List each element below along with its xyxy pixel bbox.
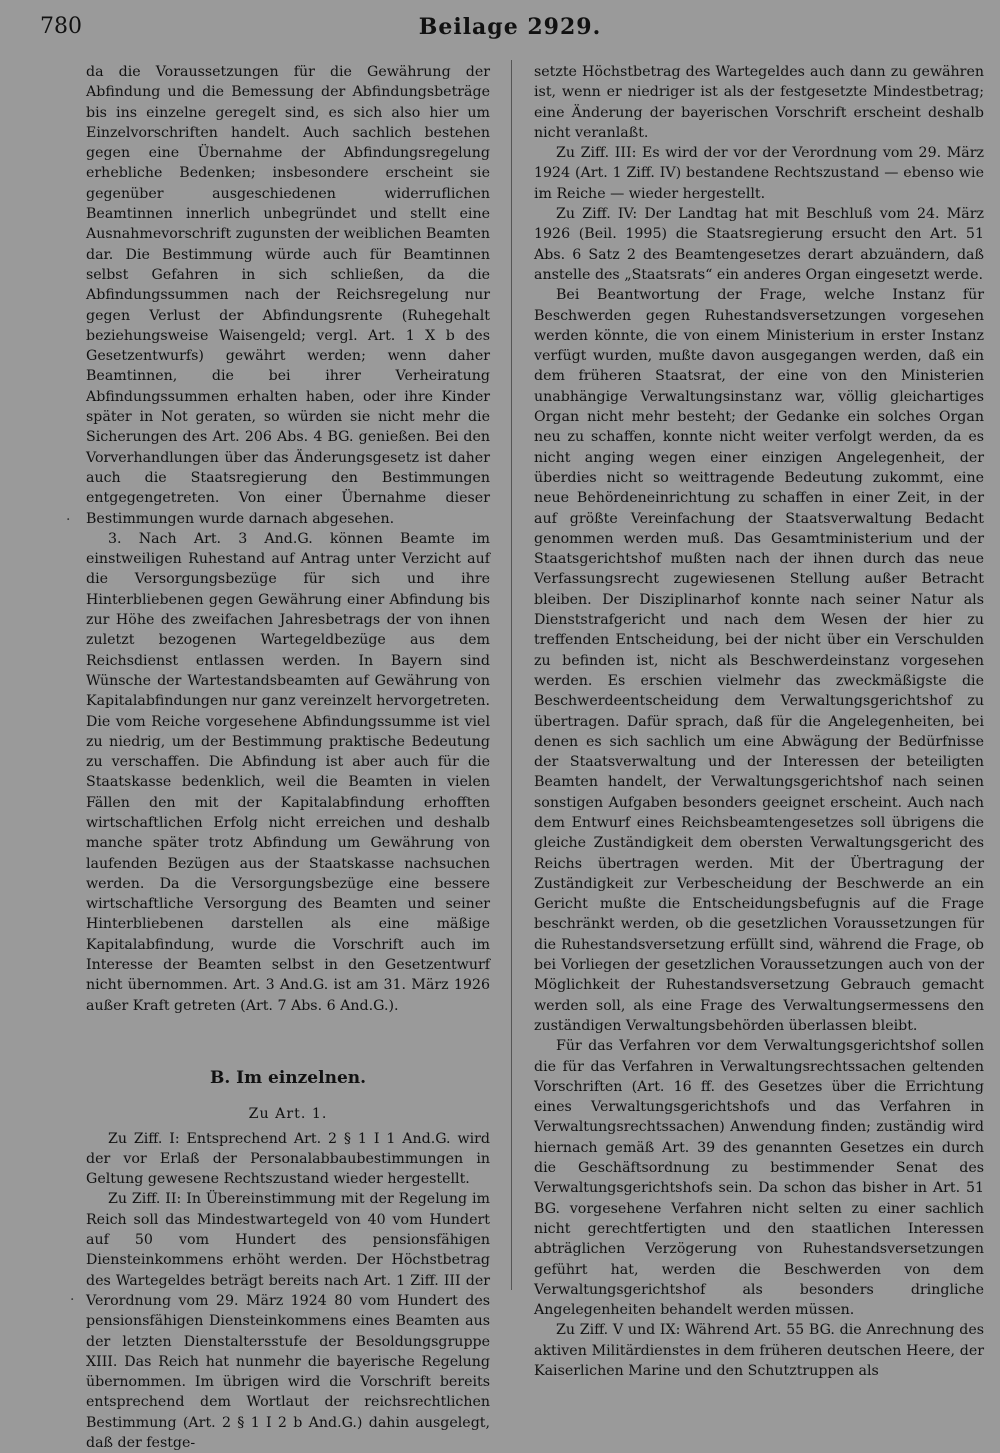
paragraph: da die Voraussetzungen für die Gewährung der Abfindung und die Bemessung der Abfindungsbeträge bis ins einzelne geregelt sind, es sich also hier um Einzelvorschriften handelt. Auch sachlich bestehen gegen eine Übernahme der Abfindungsregelung erhebliche Bedenken; insbesondere erscheint sie gegenüber ausgeschiedenen widerruflichen Beamtinnen innerlich unbegründet und stellt eine Ausnahmevorschrift zugunsten der weiblichen Beamten dar. Die Bestimmung würde auch für Beamtinnen selbst Gefahren in sich schließen, da die Abfindungssummen nach der Reichsregelung nur gegen Verlust der Abfindungsrente (Ruhegehalt beziehungsweise Waisengeld; vergl. Art. 1 X b des Gesetzentwurfs) gewährt werden; wenn daher Beamtinnen, die bei ihrer Verheiratung Abfindungssummen erhalten haben, oder ihre Kinder später in Not geraten, so würden sie nicht mehr die Sicherungen des Art. 206 Abs. 4 BG. genießen. Bei den Vorverhandlungen über das Änderungsgesetz ist daher auch die Staatsregierung den Bestimmungen entgegengetreten. Von einer Übernahme dieser Bestimmungen wurde darnach abgesehen. [86,64,490,527]
section-heading: B. Im einzelnen. [209,1067,367,1088]
paragraph: Zu Ziff. V und IX: Während Art. 55 BG. die Anrechnung des aktiven Militärdienstes in dem früheren deutschen Heere, der Kaiserlichen Marine und den Schutztruppen als [534,1322,984,1379]
margin-mark: · [70,1292,75,1308]
margin-mark: · [66,512,71,528]
paragraph: Zu Ziff. II: In Übereinstimmung mit der Regelung im Reich soll das Mindestwartegeld von 40 vom Hundert auf 50 vom Hundert des pensionsfähigen Diensteinkommens erhöht werden. Der Höchstbetrag des Wartegeldes beträgt bereits nach Art. 1 Ziff. III der Verordnung vom 29. März 1924 80 vom Hundert des pensionsfähigen Diensteinkommens eines Beamten aus der letzten Dienstaltersstufe der Besoldungsgruppe XIII. Das Reich hat nunmehr die bayerische Regelung übernommen. Im übrigen wird die Vorschrift bereits entsprechend dem Wortlaut der reichsrechtlichen Bestimmung (Art. 2 § 1 I 2 b And.G.) dahin ausgelegt, daß der festge- [86,1191,490,1451]
paragraph: Für das Verfahren vor dem Verwaltungsgerichtshof sollen die für das Verfahren in Verwaltungsrechtssachen geltenden Vorschriften (Art. 16 ff. des Gesetzes über die Errichtung eines Verwaltungsgerichtshofs und das Verfahren in Verwaltungsrechtssachen) Anwendung finden; zuständig wird hiernach gemäß Art. 39 des genannten Gesetzes ein durch die Geschäftsordnung zu bestimmender Senat des Verwaltungsgerichtshofs sein. Da schon das bisher in Art. 51 BG. vorgesehene Verfahren nicht selten zu einer sachlich nicht gerechtfertigten und den staatlichen Interessen abträglichen Verzögerung von Ruhestandsversetzungen geführt hat, werden die Beschwerden von dem Verwaltungsgerichtshof als besonders dringliche Angelegenheiten behandelt werden müssen. [534,1038,984,1319]
paragraph: Zu Ziff. III: Es wird der vor der Verordnung vom 29. März 1924 (Art. 1 Ziff. IV) bestandene Rechtszustand — ebenso wie im Reiche — wieder hergestellt. [534,145,984,202]
page-header [40,14,980,46]
paragraph: Zu Ziff. I: Entsprechend Art. 2 § 1 I 1 And.G. wird der vor Erlaß der Personalabbaubestimmungen in Geltung gewesene Rechtszustand wieder hergestellt. [86,1130,490,1188]
paragraph: Zu Ziff. IV: Der Landtag hat mit Beschluß vom 24. März 1926 (Beil. 1995) die Staatsregierung ersucht den Art. 51 Abs. 6 Satz 2 des Beamtengesetzes derart abzuändern, daß anstelle des „Staatsrats“ ein anderes Organ eingesetzt werde. [534,206,984,283]
sub-heading: Zu Art. 1. [248,1106,328,1123]
left-column [86,62,490,1453]
column-divider [511,60,512,1290]
page-number: 780 [40,14,82,39]
running-title: Beilage 2929. [418,14,602,40]
paragraph: 3. Nach Art. 3 And.G. können Beamte im einstweiligen Ruhestand auf Antrag unter Verzicht auf die Versorgungsbezüge für sich und ihre Hinterbliebenen gegen Gewährung einer Abfindung bis zur Höhe des zweifachen Jahresbetrags der von ihnen zuletzt bezogenen Wartegeldbezüge aus dem Reichsdienst entlassen werden. In Bayern sind Wünsche der Wartestandsbeamten auf Gewährung von Kapitalabfindungen nur ganz vereinzelt hervorgetreten. Die vom Reiche vorgesehene Abfindungssumme ist viel zu niedrig, um der Bestimmung praktische Bedeutung zu verschaffen. Die Abfindung ist aber auch für die Staatskasse bedenklich, weil die Beamten in vielen Fällen den mit der Kapitalabfindung erhofften wirtschaftlichen Erfolg nicht erreichen und deshalb manche später trotz Abfindung um Gewährung von laufenden Bezügen aus der Staatskasse nachsuchen werden. Da die Versorgungsbezüge eine bessere wirtschaftliche Versorgung des Beamten und seiner Hinterbliebenen darstellen als eine mäßige Kapitalabfindung, wurde die Vorschrift auch im Interesse der Beamten selbst in den Gesetzentwurf nicht übernommen. Art. 3 And.G. ist am 31. März 1926 außer Kraft getreten (Art. 7 Abs. 6 And.G.). [86,530,490,1014]
paragraph: Bei Beantwortung der Frage, welche Instanz für Beschwerden gegen Ruhestandsversetzungen vorgesehen werden könnte, die von einem Ministerium in erster Instanz verfügt wurden, mußte davon ausgegangen werden, daß ein dem früheren Staatsrat, der eine von den Ministerien unabhängige Verwaltungsinstanz war, völlig gleichartiges Organ nicht mehr besteht; der Gedanke ein solches Organ neu zu schaffen, konnte nicht weiter verfolgt werden, da es nicht anging wegen einer einzigen Angelegenheit, der überdies nicht so weittragende Bedeutung zukommt, eine neue Behördeneinrichtung zu schaffen in einer Zeit, in der auf größte Vereinfachung der Staatsverwaltung Bedacht genommen werden muß. Das Gesamtministerium und der Staatsgerichtshof mußten nach der ihnen durch das neue Verfassungsrecht zugewiesenen Stellung außer Betracht bleiben. Der Disziplinarhof konnte nach seiner Natur als Dienststrafgericht und nach dem Wesen der hier zu treffenden Entscheidung, bei der nicht über ein Verschulden zu befinden ist, nicht als Beschwerdeinstanz vorgesehen werden. Es erschien vielmehr das zweckmäßigste die Beschwerdeentscheidung dem Verwaltungsgerichtshof zu übertragen. Dafür sprach, daß für die Angelegenheiten, bei denen es sich sachlich um eine Abwägung der Bedürfnisse der Staatsverwaltung und der Interessen der beteiligten Beamten handelt, der Verwaltungsgerichtshof nach seinen sonstigen Aufgaben besonders geeignet erscheint. Auch nach dem Entwurf eines Reichsbeamtengesetzes soll übrigens die gleiche Zuständigkeit dem obersten Verwaltungsgericht des Reichs übertragen werden. Mit der Übertragung der Zuständigkeit zur Verbescheidung der Beschwerde an ein Gericht mußte die Entscheidungsbefugnis auf die Frage beschränkt werden, ob die gesetzlichen Voraussetzungen für die Ruhestandsversetzung erfüllt sind, während die Frage, ob bei Vorliegen der gesetzlichen Voraussetzungen auch von der Möglichkeit der Ruhestandsversetzung Gebrauch gemacht werden soll, als eine Frage des Verwaltungsermessens den zuständigen Verwaltungsbehörden überlassen bleibt. [534,287,984,1034]
paragraph: setzte Höchstbetrag des Wartegeldes auch dann zu gewähren ist, wenn er niedriger ist als der festgesetzte Mindestbetrag; eine Änderung der bayerischen Vorschrift erscheint deshalb nicht veranlaßt. [534,64,984,141]
right-column [534,62,984,1381]
